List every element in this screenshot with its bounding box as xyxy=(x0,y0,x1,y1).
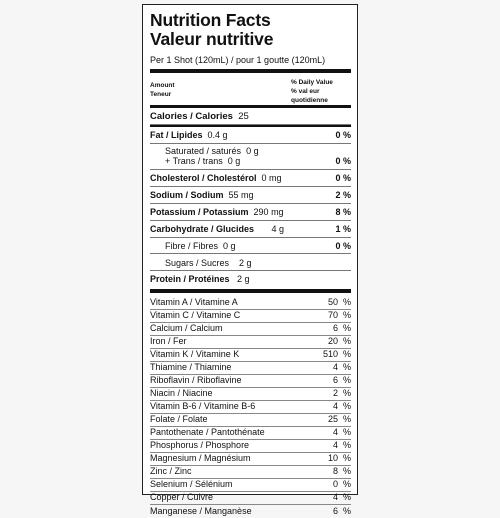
potassium-label: Potassium / Potassium xyxy=(150,207,249,217)
sodium-dv: 2 % xyxy=(335,190,351,200)
vitamin-row xyxy=(150,453,351,466)
vitamin-row xyxy=(150,401,351,414)
protein-row xyxy=(150,271,351,287)
trans-dv: 0 % xyxy=(335,156,351,166)
daily-value-label-fr: % val eur quotidienne xyxy=(291,88,328,104)
cholesterol-label: Cholesterol / Cholestérol xyxy=(150,173,257,183)
fat-dv: 0 % xyxy=(335,130,351,140)
fibre-amount: 0 g xyxy=(223,241,236,251)
vitamin-label: Calcium / Calcium xyxy=(150,323,223,333)
protein-label: Protein / Protéines xyxy=(150,274,230,284)
vitamin-label: Zinc / Zinc xyxy=(150,466,192,476)
vitamin-dv: 6 % xyxy=(332,506,351,516)
vitamin-label: Vitamin K / Vitamine K xyxy=(150,349,240,359)
fat-label: Fat / Lipides xyxy=(150,130,203,140)
carbohydrate-label: Carbohydrate / Glucides xyxy=(150,224,255,234)
vitamin-dv: 4 % xyxy=(332,362,351,372)
trans-label: + Trans / trans xyxy=(165,156,223,166)
sodium-row xyxy=(150,187,351,204)
vitamin-row xyxy=(150,323,351,336)
vitamin-row xyxy=(150,362,351,375)
saturated-label: Saturated / saturés xyxy=(165,146,242,156)
vitamin-label: Niacin / Niacine xyxy=(150,388,213,398)
amount-label-en: Amount xyxy=(150,82,175,89)
carbohydrate-amount: 4 g xyxy=(271,224,285,234)
vitamin-label: Pantothenate / Pantothénate xyxy=(150,427,265,437)
cholesterol-dv: 0 % xyxy=(335,173,351,183)
calories-label: Calories / Calories xyxy=(150,111,233,122)
cholesterol-amount: 0 mg xyxy=(261,173,282,183)
vitamin-dv: 6 % xyxy=(332,323,351,333)
vitamin-dv: 50 % xyxy=(327,297,351,307)
vitamin-row xyxy=(150,349,351,362)
vitamin-dv: 4 % xyxy=(332,492,351,502)
vitamin-row xyxy=(150,310,351,323)
vitamin-dv: 20 % xyxy=(327,336,351,346)
fibre-dv: 0 % xyxy=(335,241,351,251)
vitamin-row xyxy=(150,388,351,401)
potassium-row xyxy=(150,204,351,221)
carbohydrate-dv: 1 % xyxy=(335,224,351,234)
vitamin-dv: 70 % xyxy=(327,310,351,320)
fibre-row xyxy=(150,238,351,254)
vitamin-dv: 25 % xyxy=(327,414,351,424)
cholesterol-row xyxy=(150,170,351,187)
vitamin-row xyxy=(150,466,351,479)
fibre-label: Fibre / Fibres xyxy=(165,241,219,251)
vitamin-dv: 4 % xyxy=(332,440,351,450)
vitamin-row xyxy=(150,414,351,427)
vitamin-label: Thiamine / Thiamine xyxy=(150,362,232,372)
title-en: Nutrition Facts xyxy=(150,10,271,30)
sugars-label: Sugars / Sucres xyxy=(165,258,230,268)
vitamin-label: Riboflavin / Riboflavine xyxy=(150,375,242,385)
vitamin-label: Vitamin A / Vitamine A xyxy=(150,297,238,307)
sodium-amount: 55 mg xyxy=(228,190,254,200)
vitamin-label: Manganese / Manganèse xyxy=(150,506,252,516)
daily-value-label-en: % Daily Value xyxy=(291,79,333,86)
saturated-amount: 0 g xyxy=(246,146,259,156)
vitamin-dv: 10 % xyxy=(327,453,351,463)
vitamin-row xyxy=(150,505,351,518)
column-header xyxy=(150,73,351,105)
protein-amount: 2 g xyxy=(237,274,250,284)
vitamin-row xyxy=(150,440,351,453)
vitamin-dv: 6 % xyxy=(332,375,351,385)
fat-amount: 0.4 g xyxy=(207,130,228,140)
vitamin-dv: 4 % xyxy=(332,427,351,437)
vitamin-row xyxy=(150,336,351,349)
vitamin-label: Selenium / Sélénium xyxy=(150,479,233,489)
vitamin-label: Iron / Fer xyxy=(150,336,187,346)
vitamin-dv: 510 % xyxy=(322,349,351,359)
amount-label-fr: Teneur xyxy=(150,91,172,98)
carbohydrate-row xyxy=(150,221,351,238)
nutrition-facts-label xyxy=(142,4,358,516)
calories-value: 25 xyxy=(238,111,249,122)
vitamin-row xyxy=(150,297,351,310)
vitamin-dv: 0 % xyxy=(332,479,351,489)
vitamin-label: Copper / Cuivre xyxy=(150,492,214,502)
vitamin-label: Phosphorus / Phosphore xyxy=(150,440,250,450)
vitamin-label: Folate / Folate xyxy=(150,414,208,424)
trans-amount: 0 g xyxy=(227,156,241,166)
sugars-row xyxy=(150,254,351,271)
vitamin-row xyxy=(150,375,351,388)
vitamin-label: Magnesium / Magnésium xyxy=(150,453,251,463)
vitamin-dv: 4 % xyxy=(332,401,351,411)
vitamin-list xyxy=(150,293,351,518)
vitamin-label: Vitamin B-6 / Vitamine B-6 xyxy=(150,401,256,411)
potassium-amount: 290 mg xyxy=(253,207,284,217)
potassium-dv: 8 % xyxy=(335,207,351,217)
fat-row xyxy=(150,127,351,144)
serving-size: Per 1 Shot (120mL) / pour 1 goutte (120mL) xyxy=(150,55,326,65)
title-fr: Valeur nutritive xyxy=(150,29,274,49)
vitamin-row xyxy=(150,492,351,505)
vitamin-row xyxy=(150,479,351,492)
trans-row xyxy=(150,157,351,170)
vitamin-label: Vitamin C / Vitamine C xyxy=(150,310,241,320)
vitamin-row xyxy=(150,427,351,440)
vitamin-dv: 8 % xyxy=(332,466,351,476)
calories-row xyxy=(150,108,351,125)
vitamin-dv: 2 % xyxy=(332,388,351,398)
sugars-amount: 2 g xyxy=(239,258,252,268)
sodium-label: Sodium / Sodium xyxy=(150,190,224,200)
